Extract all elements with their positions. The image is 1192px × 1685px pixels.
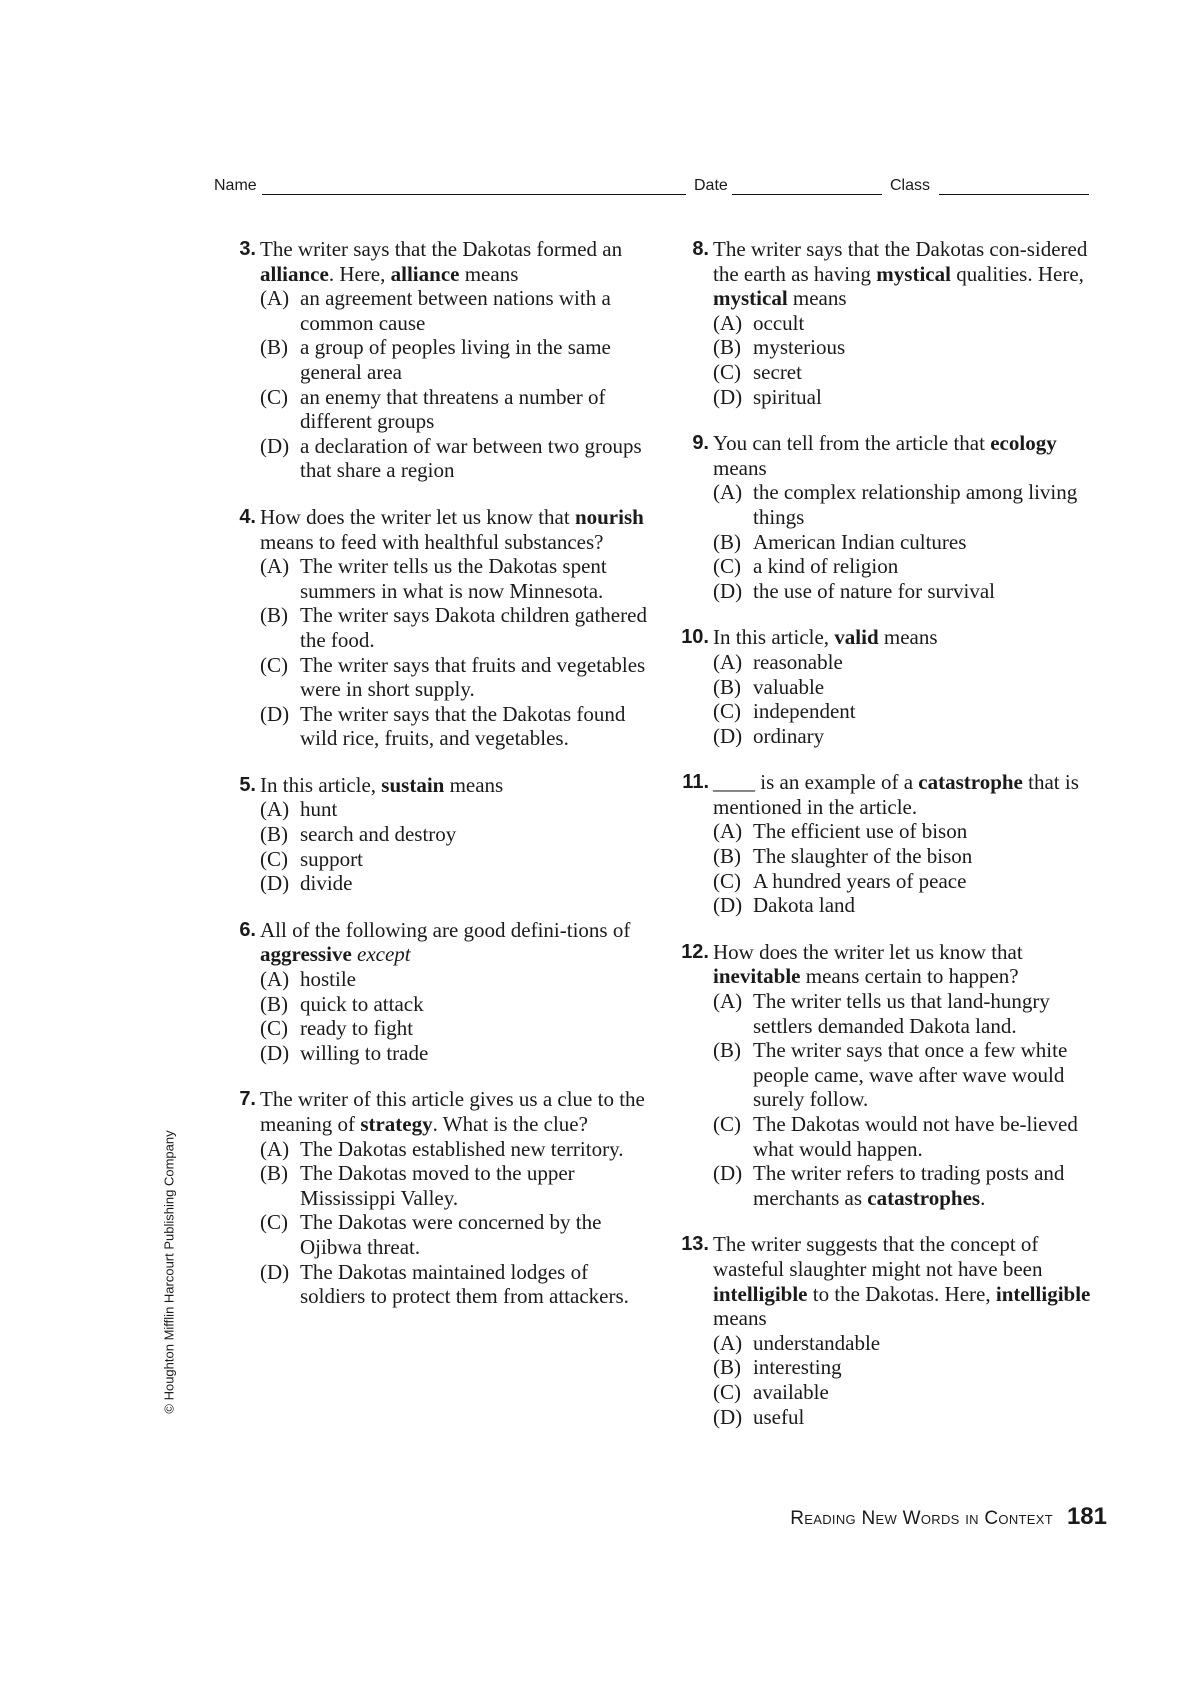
option-text: an enemy that threatens a number of different groups — [300, 384, 606, 434]
option-text: an agreement between nations with a common cause — [300, 286, 611, 335]
option-text: The writer says that fruits and vegetables were in short supply. — [300, 652, 646, 702]
question-number: 6. — [239, 918, 256, 941]
answer-option[interactable] — [713, 335, 1111, 360]
option-text: secret — [753, 359, 802, 384]
question-number: 5. — [239, 773, 256, 796]
option-text: The Dakotas established new territory. — [300, 1136, 624, 1161]
question-stem: The writer says that the Dakotas con-sidered the earth as having mystical qualities. Here, mystical means — [713, 237, 1088, 311]
option-letter: (C) — [713, 554, 741, 579]
option-letter: (C) — [260, 384, 288, 409]
answer-option[interactable] — [260, 1137, 648, 1162]
answer-option[interactable] — [713, 675, 1111, 700]
answer-option[interactable] — [260, 1041, 648, 1066]
option-letter: (C) — [260, 1210, 288, 1235]
question-stem: The writer says that the Dakotas formed an alliance. Here, alliance means — [260, 237, 623, 286]
question-stem: In this article, valid means — [713, 625, 938, 650]
right-column — [681, 237, 1111, 1451]
option-text: understandable — [753, 1330, 881, 1355]
option-text: The Dakotas were concerned by the Ojibwa threat. — [300, 1210, 602, 1259]
answer-option[interactable] — [260, 335, 648, 384]
option-text: ready to fight — [300, 1016, 414, 1041]
answer-option[interactable] — [260, 847, 648, 872]
option-letter: (D) — [713, 1404, 743, 1429]
question — [228, 1087, 648, 1308]
question — [228, 237, 648, 483]
option-letter: (B) — [260, 1161, 288, 1186]
option-text: The writer refers to trading posts and merchants as catastrophes. — [753, 1161, 1065, 1210]
question-stem: How does the writer let us know that inevitable means certain to happen? — [713, 939, 1023, 989]
option-letter: (B) — [713, 674, 741, 699]
option-letter: (D) — [260, 1259, 290, 1284]
answer-option[interactable] — [713, 311, 1111, 336]
option-text: reasonable — [753, 649, 843, 674]
option-letter: (B) — [260, 822, 288, 847]
question-number: 4. — [239, 505, 256, 528]
question — [228, 773, 648, 896]
option-letter: (B) — [713, 1038, 741, 1063]
question — [681, 1232, 1111, 1429]
option-letter: (D) — [713, 893, 743, 918]
answer-option[interactable] — [713, 1038, 1111, 1112]
option-letter: (C) — [260, 652, 288, 677]
option-letter: (B) — [713, 844, 741, 869]
question-stem: How does the writer let us know that nourish means to feed with healthful substances? — [260, 504, 644, 554]
option-letter: (D) — [260, 871, 290, 896]
option-letter: (A) — [260, 286, 290, 311]
option-text: hostile — [300, 967, 356, 992]
answer-option[interactable] — [260, 385, 648, 434]
option-text: The Dakotas maintained lodges of soldiers to protect them from attackers. — [300, 1259, 629, 1309]
option-letter: (C) — [713, 1112, 741, 1136]
option-letter: (C) — [713, 359, 741, 384]
option-letter: (A) — [713, 480, 743, 505]
answer-option[interactable] — [713, 869, 1111, 894]
option-text: a kind of religion — [753, 554, 899, 579]
answer-option[interactable] — [713, 819, 1111, 844]
answer-option[interactable] — [713, 650, 1111, 675]
option-text: support — [300, 846, 363, 871]
option-text: The efficient use of bison — [753, 819, 968, 844]
question — [681, 625, 1111, 748]
answer-option[interactable] — [260, 1260, 648, 1309]
answer-option[interactable] — [260, 434, 648, 483]
answer-option[interactable] — [713, 1112, 1111, 1161]
answer-option[interactable] — [260, 871, 648, 896]
answer-option[interactable] — [713, 1380, 1111, 1405]
answer-option[interactable] — [713, 579, 1111, 604]
option-text: valuable — [753, 674, 825, 699]
option-text: a declaration of war between two groups that share a region — [300, 433, 642, 483]
option-text: interesting — [753, 1355, 842, 1380]
option-letter: (A) — [713, 1330, 743, 1355]
option-letter: (A) — [260, 1136, 290, 1161]
option-letter: (D) — [260, 433, 290, 458]
question — [681, 940, 1111, 1211]
question-number: 13. — [681, 1233, 709, 1256]
answer-option[interactable] — [260, 702, 648, 751]
option-text: The writer says that the Dakotas found wild rice, fruits, and vegetables. — [300, 701, 626, 751]
option-text: The Dakotas would not have be-lieved what would happen. — [753, 1112, 1078, 1161]
question-number: 3. — [239, 238, 256, 260]
answer-option[interactable] — [713, 699, 1111, 724]
option-text: hunt — [300, 797, 338, 822]
option-text: American Indian cultures — [753, 529, 967, 554]
question — [681, 770, 1111, 918]
option-text: The writer says Dakota children gathered the food. — [300, 603, 647, 652]
question-stem: The writer suggests that the concept of wasteful slaughter might not have been intelligible to the Dakotas. Here, intelligible means — [713, 1232, 1091, 1331]
option-text: mysterious — [753, 335, 846, 360]
answer-option[interactable] — [260, 992, 648, 1017]
name-label: Name — [214, 177, 257, 194]
option-letter: (D) — [713, 723, 743, 748]
question-number: 7. — [239, 1088, 256, 1111]
class-label: Class — [890, 177, 931, 194]
answer-option[interactable] — [260, 1210, 648, 1259]
option-letter: (D) — [713, 1161, 743, 1186]
answer-option[interactable] — [713, 1355, 1111, 1380]
option-text: A hundred years of peace — [753, 868, 967, 893]
option-letter: (B) — [713, 529, 741, 554]
option-text: occult — [753, 310, 805, 335]
option-letter: (C) — [260, 1016, 288, 1041]
option-letter: (C) — [713, 699, 741, 724]
question — [681, 237, 1111, 409]
option-letter: (B) — [260, 991, 288, 1016]
option-letter: (A) — [713, 819, 743, 844]
answer-option[interactable] — [713, 554, 1111, 579]
answer-option[interactable] — [713, 360, 1111, 385]
question-number: 9. — [692, 432, 709, 455]
option-text: The Dakotas moved to the upper Mississippi Valley. — [300, 1161, 575, 1210]
answer-option[interactable] — [260, 797, 648, 822]
question-number: 8. — [692, 238, 709, 260]
question-stem: You can tell from the article that ecology means — [713, 431, 1057, 480]
question-stem: In this article, sustain means — [260, 772, 504, 797]
class-field[interactable] — [939, 194, 1089, 195]
answer-option[interactable] — [260, 653, 648, 702]
copyright-text: © Houghton Mifflin Harcourt Publishing Company — [161, 1130, 177, 1414]
option-letter: (A) — [260, 554, 290, 579]
option-letter: (B) — [713, 335, 741, 360]
name-field[interactable] — [262, 194, 686, 195]
option-text: divide — [300, 871, 353, 896]
answer-option[interactable] — [260, 286, 648, 335]
question-number: 11. — [682, 771, 709, 794]
option-text: spiritual — [753, 384, 822, 409]
answer-option[interactable] — [713, 1161, 1111, 1210]
answer-option[interactable] — [713, 480, 1111, 529]
option-letter: (A) — [713, 310, 743, 335]
option-letter: (A) — [713, 649, 743, 674]
option-letter: (C) — [260, 846, 288, 871]
question-stem: ____ is an example of a catastrophe that is mentioned in the article. — [713, 770, 1079, 819]
option-text: useful — [753, 1404, 805, 1429]
option-text: ordinary — [753, 723, 825, 748]
option-text: The writer tells us the Dakotas spent summers in what is now Minnesota. — [300, 554, 607, 603]
option-letter: (D) — [713, 384, 743, 409]
option-letter: (A) — [260, 967, 290, 992]
option-text: the complex relationship among living things — [753, 480, 1078, 529]
answer-option[interactable] — [713, 1405, 1111, 1430]
option-letter: (D) — [260, 701, 290, 726]
option-text: the use of nature for survival — [753, 578, 996, 603]
option-text: willing to trade — [300, 1040, 429, 1065]
option-letter: (B) — [713, 1355, 741, 1380]
option-letter: (C) — [713, 1379, 741, 1404]
option-letter: (D) — [260, 1040, 290, 1065]
question-stem: The writer of this article gives us a clue to the meaning of strategy. What is the clue? — [260, 1087, 645, 1136]
answer-option[interactable] — [713, 989, 1111, 1038]
answer-option[interactable] — [713, 385, 1111, 410]
option-text: a group of peoples living in the same general area — [300, 335, 611, 384]
option-text: Dakota land — [753, 893, 856, 918]
option-text: The writer says that once a few white people came, wave after wave would surely follow. — [753, 1038, 1068, 1112]
option-text: The writer tells us that land-hungry settlers demanded Dakota land. — [753, 989, 1050, 1038]
page-footer — [790, 1503, 1107, 1531]
answer-option[interactable] — [260, 1016, 648, 1041]
option-text: available — [753, 1379, 829, 1404]
answer-option[interactable] — [713, 530, 1111, 555]
page-header — [214, 175, 1089, 197]
answer-option[interactable] — [713, 844, 1111, 869]
answer-option[interactable] — [260, 967, 648, 992]
option-text: independent — [753, 699, 856, 724]
question — [681, 431, 1111, 603]
page-number: 181 — [1066, 1503, 1107, 1530]
option-letter: (B) — [260, 335, 288, 360]
question — [228, 918, 648, 1066]
option-text: The slaughter of the bison — [753, 844, 973, 869]
left-column — [228, 237, 648, 1331]
answer-option[interactable] — [260, 822, 648, 847]
question-stem: All of the following are good defini-tions of aggressive except — [260, 917, 631, 967]
option-letter: (C) — [713, 868, 741, 893]
option-letter: (A) — [260, 797, 290, 822]
answer-option[interactable] — [713, 724, 1111, 749]
answer-option[interactable] — [260, 554, 648, 603]
option-text: search and destroy — [300, 822, 457, 847]
footer-title: Reading New Words in Context — [790, 1508, 1053, 1529]
date-field[interactable] — [732, 194, 882, 195]
question-number: 10. — [681, 626, 709, 649]
option-letter: (B) — [260, 603, 288, 628]
answer-option[interactable] — [713, 1331, 1111, 1356]
answer-option[interactable] — [260, 1161, 648, 1210]
option-text: quick to attack — [300, 991, 424, 1016]
answer-option[interactable] — [260, 603, 648, 652]
question — [228, 505, 648, 751]
date-label: Date — [694, 177, 728, 194]
question-number: 12. — [681, 940, 709, 963]
option-letter: (D) — [713, 578, 743, 603]
answer-option[interactable] — [713, 893, 1111, 918]
option-letter: (A) — [713, 989, 743, 1014]
